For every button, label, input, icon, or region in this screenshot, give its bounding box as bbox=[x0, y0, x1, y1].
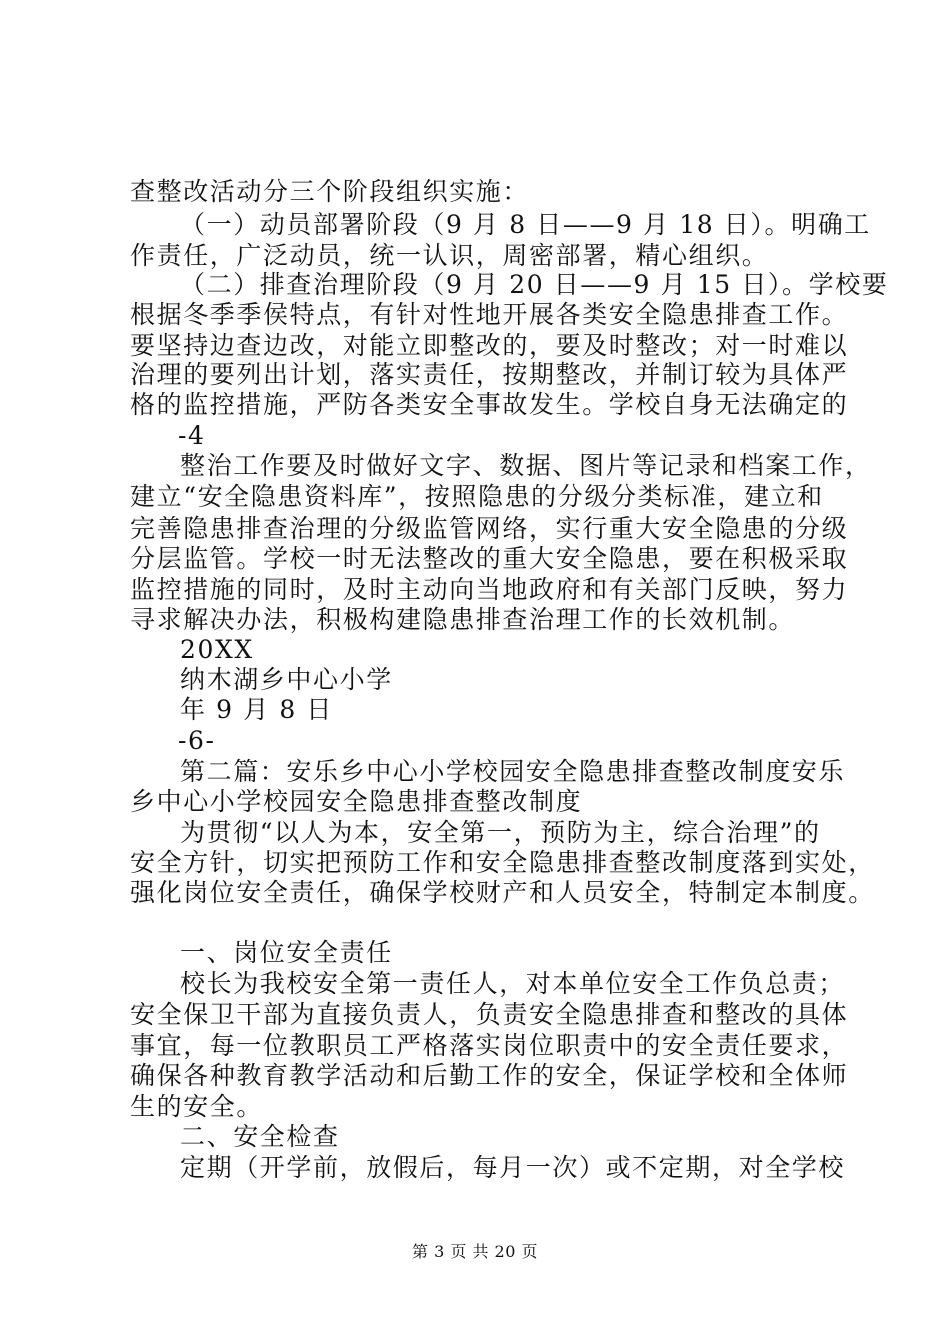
text-line: 监控措施的同时，及时主动向当地政府和有关部门反映，努力 bbox=[130, 575, 849, 604]
text-line: 作责任，广泛动员，统一认识，周密部署，精心组织。 bbox=[130, 241, 769, 270]
text-line: 完善隐患排查治理的分级监管网络，实行重大安全隐患的分级 bbox=[130, 514, 849, 543]
subheading: 一、岗位安全责任 bbox=[180, 938, 393, 967]
subheading: 二、安全检查 bbox=[180, 1122, 340, 1151]
text-line: 建立“安全隐患资料库”，按照隐患的分级分类标准，建立和 bbox=[130, 482, 824, 511]
text-line: 整治工作要及时做好文字、数据、图片等记录和档案工作， bbox=[180, 451, 872, 480]
section-heading: 乡中心小学校园安全隐患排查整改制度 bbox=[130, 787, 583, 816]
text-line: 分层监管。学校一时无法整改的重大安全隐患，要在积极采取 bbox=[130, 544, 849, 573]
text-line: 根据冬季季侯特点，有针对性地开展各类安全隐患排查工作。 bbox=[130, 300, 849, 329]
text-line: 生的安全。 bbox=[130, 1092, 264, 1121]
text-line: 安全保卫干部为直接负责人，负责安全隐患排查和整改的具体 bbox=[130, 1000, 849, 1029]
date-year: 20XX bbox=[180, 635, 254, 664]
page-footer: 第 3 页 共 20 页 bbox=[412, 1242, 538, 1261]
school-name: 纳木湖乡中心小学 bbox=[180, 665, 393, 694]
section-heading: 第二篇：安乐乡中心小学校园安全隐患排查整改制度安乐 bbox=[180, 757, 846, 786]
text-line: 治理的要列出计划，落实责任，按期整改，并制订较为具体严 bbox=[130, 360, 849, 389]
text-line: 寻求解决办法，积极构建隐患排查治理工作的长效机制。 bbox=[130, 605, 796, 634]
page-marker: -4 bbox=[178, 421, 206, 450]
text-line: （二）排查治理阶段（9 月 20 日——9 月 15 日）。学校要 bbox=[180, 270, 889, 299]
text-line: 强化岗位安全责任，确保学校财产和人员安全，特制定本制度。 bbox=[130, 878, 875, 907]
text-line: 查整改活动分三个阶段组织实施： bbox=[130, 177, 530, 206]
page-marker: -6- bbox=[178, 726, 216, 755]
text-line: 定期（开学前，放假后，每月一次）或不定期，对全学校 bbox=[180, 1153, 846, 1182]
text-line: 确保各种教育教学活动和后勤工作的安全，保证学校和全体师 bbox=[130, 1061, 849, 1090]
text-line: （一）动员部署阶段（9 月 8 日——9 月 18 日）。明确工 bbox=[180, 210, 871, 239]
text-line: 要坚持边查边改，对能立即整改的，要及时整改；对一时难以 bbox=[130, 331, 849, 360]
text-line: 为贯彻“以人为本，安全第一，预防为主，综合治理”的 bbox=[180, 818, 821, 847]
date-month-day: 年 9 月 8 日 bbox=[180, 695, 333, 724]
text-line: 校长为我校安全第一责任人，对本单位安全工作负总责； bbox=[180, 969, 846, 998]
text-line: 格的监控措施，严防各类安全事故发生。学校自身无法确定的 bbox=[130, 390, 849, 419]
text-line: 安全方针，切实把预防工作和安全隐患排查整改制度落到实处， bbox=[130, 848, 875, 877]
text-line: 事宜，每一位教职员工严格落实岗位职责中的安全责任要求， bbox=[130, 1031, 849, 1060]
